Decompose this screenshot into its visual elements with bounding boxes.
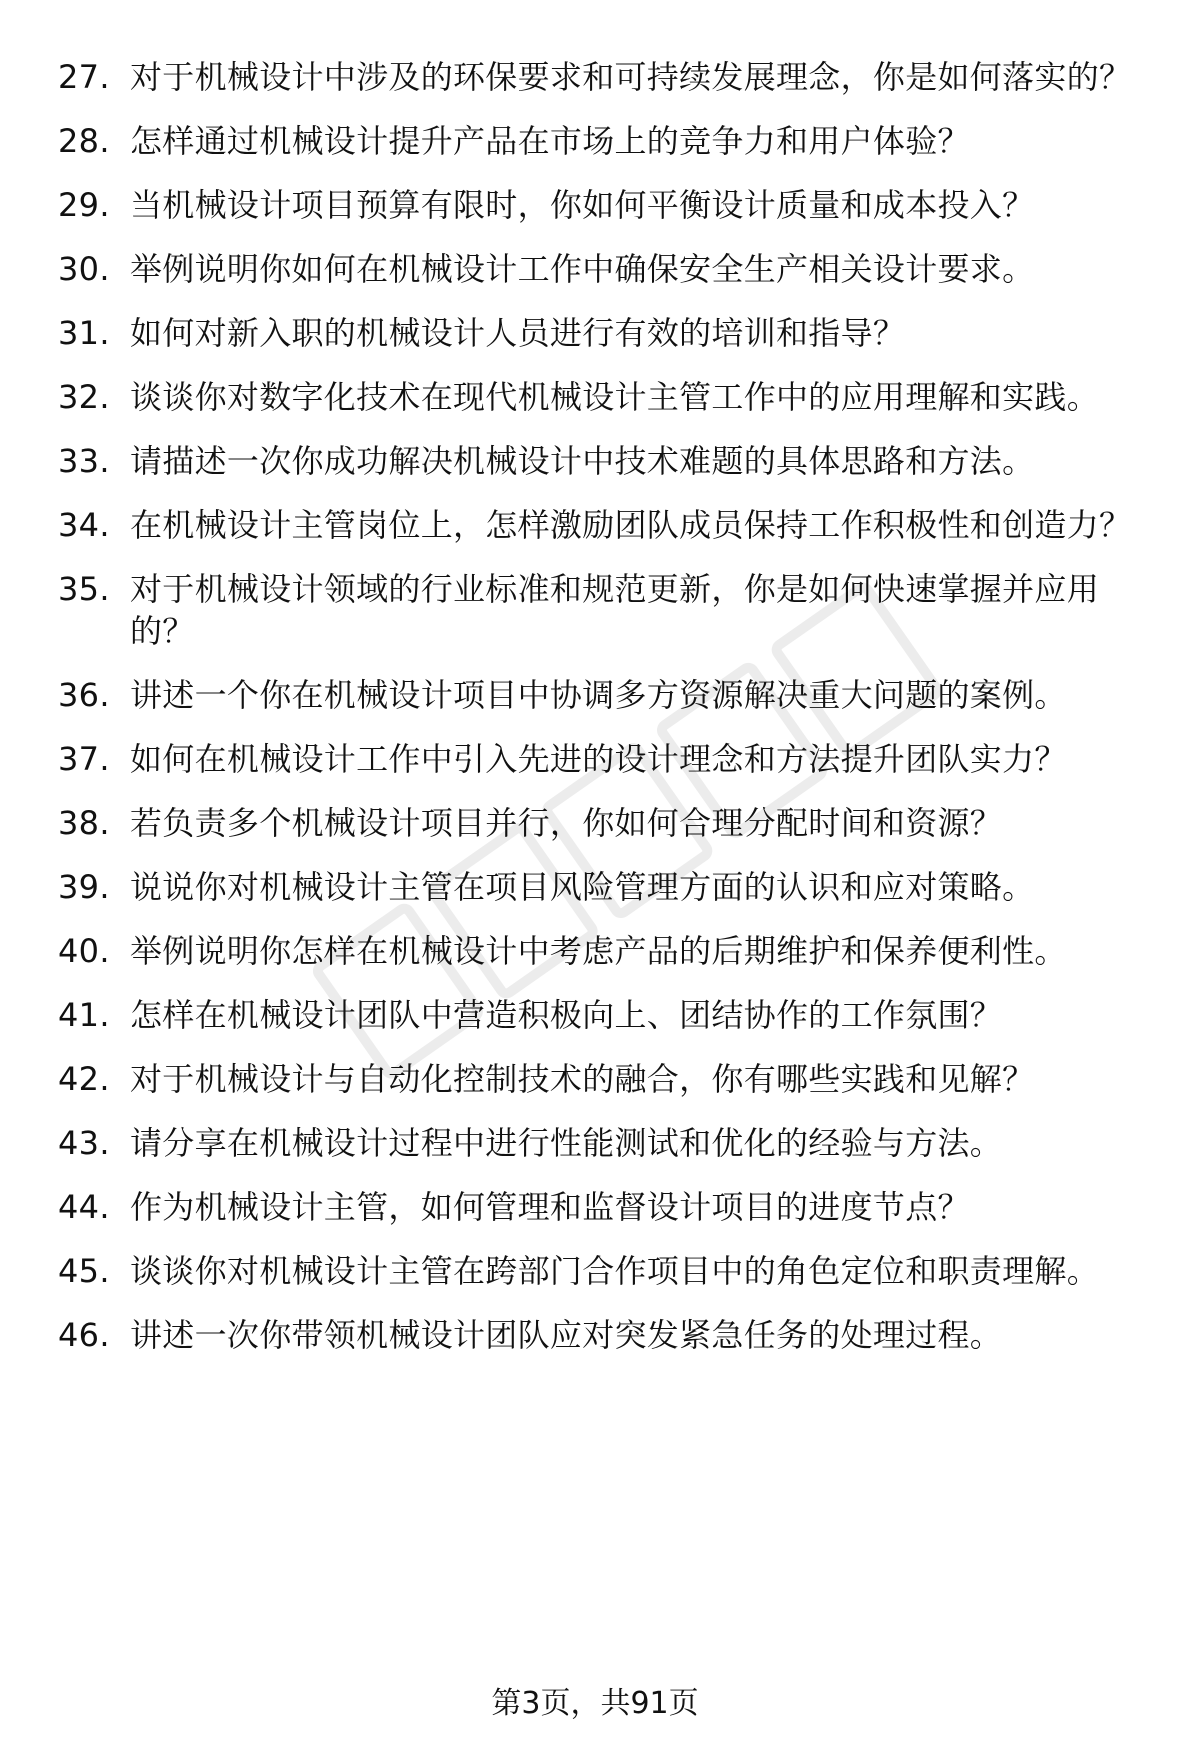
- question-item: [58, 994, 1148, 1036]
- question-number: 39.: [58, 868, 110, 906]
- question-number: 31.: [58, 314, 110, 352]
- question-number: 30.: [58, 250, 110, 288]
- question-item: [58, 1314, 1148, 1356]
- question-item: [58, 1122, 1148, 1164]
- question-number: 32.: [58, 378, 110, 416]
- question-number: 42.: [58, 1060, 110, 1098]
- question-text: 对于机械设计与自动化控制技术的融合，你有哪些实践和见解？: [130, 1060, 1035, 1098]
- question-number: 38.: [58, 804, 110, 842]
- question-item: [58, 184, 1148, 226]
- question-text: 如何对新入职的机械设计人员进行有效的培训和指导？: [130, 314, 906, 352]
- question-text: 若负责多个机械设计项目并行，你如何合理分配时间和资源？: [130, 804, 1003, 842]
- question-number: 41.: [58, 996, 110, 1034]
- question-text: 说说你对机械设计主管在项目风险管理方面的认识和应对策略。: [130, 868, 1035, 906]
- question-number: 35.: [58, 570, 110, 608]
- question-number: 45.: [58, 1252, 110, 1290]
- question-text: 谈谈你对机械设计主管在跨部门合作项目中的角色定位和职责理解。: [130, 1252, 1100, 1290]
- question-number: 37.: [58, 740, 110, 778]
- question-item: [58, 504, 1148, 546]
- question-number: 36.: [58, 676, 110, 714]
- question-item: [58, 56, 1148, 98]
- question-number: 29.: [58, 186, 110, 224]
- question-item: [58, 1250, 1148, 1292]
- page-footer: 第3页，共91页: [491, 1686, 699, 1721]
- question-item: [58, 674, 1148, 716]
- question-text: 对于机械设计中涉及的环保要求和可持续发展理念，你是如何落实的？: [130, 58, 1132, 96]
- question-number: 44.: [58, 1188, 110, 1226]
- question-number: 34.: [58, 506, 110, 544]
- question-text: 当机械设计项目预算有限时，你如何平衡设计质量和成本投入？: [130, 186, 1035, 224]
- question-text: 对于机械设计领域的行业标准和规范更新，你是如何快速掌握并应用的？: [130, 570, 1100, 650]
- question-number: 27.: [58, 58, 110, 96]
- question-item: [58, 1058, 1148, 1100]
- question-number: 28.: [58, 122, 110, 160]
- question-text: 在机械设计主管岗位上，怎样激励团队成员保持工作积极性和创造力？: [130, 506, 1132, 544]
- question-text: 谈谈你对数字化技术在现代机械设计主管工作中的应用理解和实践。: [130, 378, 1100, 416]
- question-text: 怎样在机械设计团队中营造积极向上、团结协作的工作氛围？: [130, 996, 1003, 1034]
- question-list: [58, 56, 1148, 1378]
- question-item: [58, 1186, 1148, 1228]
- question-item: [58, 866, 1148, 908]
- question-item: [58, 802, 1148, 844]
- question-number: 33.: [58, 442, 110, 480]
- question-item: [58, 930, 1148, 972]
- question-text: 举例说明你怎样在机械设计中考虑产品的后期维护和保养便利性。: [130, 932, 1067, 970]
- question-item: [58, 738, 1148, 780]
- question-item: [58, 120, 1148, 162]
- question-number: 46.: [58, 1316, 110, 1354]
- question-item: [58, 312, 1148, 354]
- question-item: [58, 248, 1148, 290]
- question-item: [58, 568, 1148, 652]
- question-text: 作为机械设计主管，如何管理和监督设计项目的进度节点？: [130, 1188, 970, 1226]
- question-text: 怎样通过机械设计提升产品在市场上的竞争力和用户体验？: [130, 122, 970, 160]
- question-number: 40.: [58, 932, 110, 970]
- question-number: 43.: [58, 1124, 110, 1162]
- question-text: 请分享在机械设计过程中进行性能测试和优化的经验与方法。: [130, 1124, 1003, 1162]
- question-text: 举例说明你如何在机械设计工作中确保安全生产相关设计要求。: [130, 250, 1035, 288]
- question-text: 讲述一个你在机械设计项目中协调多方资源解决重大问题的案例。: [130, 676, 1067, 714]
- question-text: 如何在机械设计工作中引入先进的设计理念和方法提升团队实力？: [130, 740, 1067, 778]
- question-item: [58, 376, 1148, 418]
- question-text: 请描述一次你成功解决机械设计中技术难题的具体思路和方法。: [130, 442, 1035, 480]
- question-item: [58, 440, 1148, 482]
- question-text: 讲述一次你带领机械设计团队应对突发紧急任务的处理过程。: [130, 1316, 1003, 1354]
